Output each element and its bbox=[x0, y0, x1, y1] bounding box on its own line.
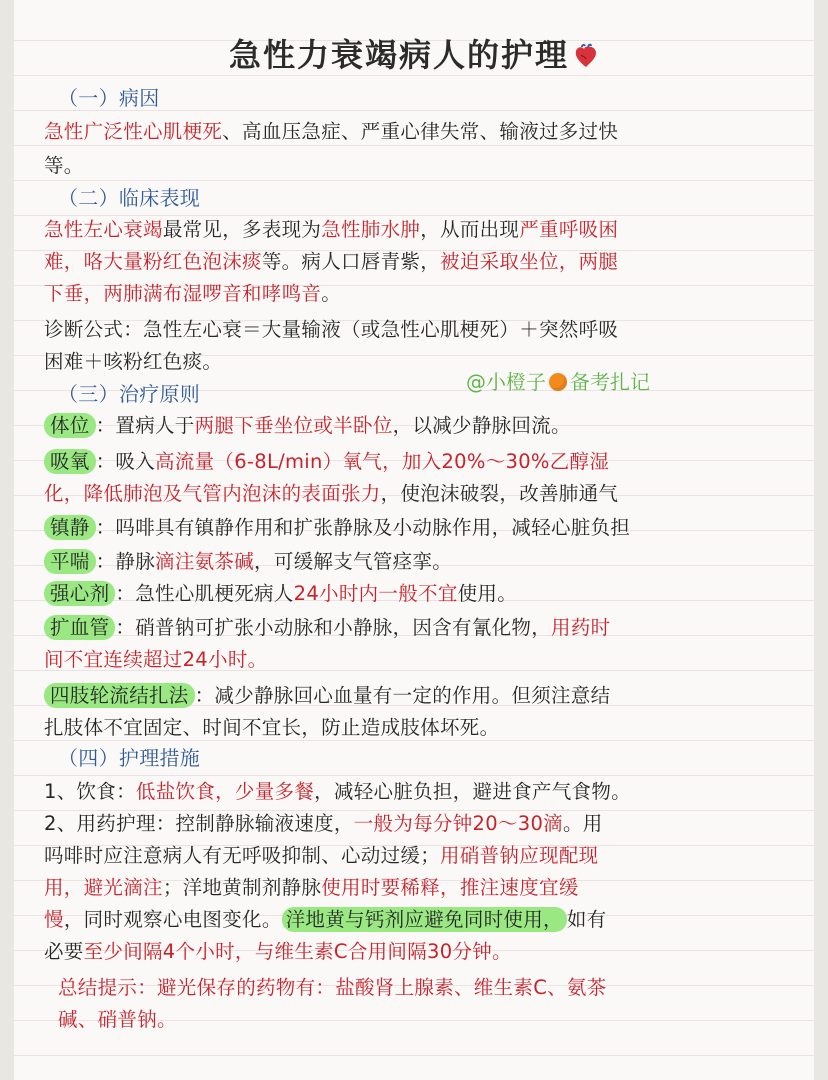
treatment-oxygen-2: 化，降低肺泡及气管内泡沫的表面张力，使泡沫破裂，改善肺通气 bbox=[44, 482, 619, 505]
nursing-drug-2: 吗啡时应注意病人有无呼吸抑制、心动过缓；用硝普钠应现配现 bbox=[44, 844, 599, 867]
tag-tourniquet: 四肢轮流结扎法 bbox=[44, 683, 195, 708]
treatment-oxygen-1: 吸氧 ：吸入高流量（6-8L/min）氧气，加入20%～30%乙醇湿 bbox=[44, 446, 609, 474]
diagnosis-formula-line-2: 困难＋咳粉红色痰。 bbox=[44, 350, 223, 373]
tag-position: 体位 bbox=[44, 413, 96, 438]
nursing-drug-4: 慢，同时观察心电图变化。 洋地黄与钙剂应避免同时使用， 如有 bbox=[44, 908, 607, 931]
tag-cardiotonic: 强心剂 bbox=[44, 581, 115, 606]
diagnosis-formula-line-1: 诊断公式：急性左心衰＝大量输液（或急性心肌梗死）＋突然呼吸 bbox=[44, 318, 619, 341]
cause-line-2: 等。 bbox=[44, 154, 84, 177]
treatment-asthma: 平喘 ：静脉滴注氨茶碱，可缓解支气管痉挛。 bbox=[44, 546, 452, 574]
section-heading-cause: （一）病因 bbox=[58, 86, 160, 110]
nursing-drug-3: 用，避光滴注；洋地黄制剂静脉使用时要稀释，推注速度宜缓 bbox=[44, 876, 579, 899]
treatment-sedation: 镇静 ：吗啡具有镇静作用和扩张静脉及小动脉作用，减轻心脏负担 bbox=[44, 512, 630, 540]
section-heading-clinical: （二）临床表现 bbox=[58, 186, 201, 210]
note-page bbox=[14, 0, 814, 1080]
cause-line-1: 急性广泛性心肌梗死、高血压急症、严重心律失常、输液过多过快 bbox=[44, 120, 619, 143]
author-watermark: @小橙子 备考扎记 bbox=[466, 370, 650, 394]
title-text: 急性力衰竭病人的护理 bbox=[228, 36, 569, 74]
nursing-diet: 1、饮食：低盐饮食，少量多餐，减轻心脏负担，避进食产气食物。 bbox=[44, 780, 631, 803]
treatment-tourniquet-2: 扎肢体不宜固定、时间不宜长，防止造成肢体坏死。 bbox=[44, 716, 500, 739]
treatment-vasodilator-2: 间不宜连续超过24小时。 bbox=[44, 648, 268, 671]
anatomical-heart-icon bbox=[573, 43, 599, 69]
clinical-line-3: 下垂，两肺满布湿啰音和哮鸣音。 bbox=[44, 282, 342, 305]
tag-asthma: 平喘 bbox=[44, 549, 96, 574]
nursing-drug-1: 2、用药护理：控制静脉输液速度，一般为每分钟20～30滴。用 bbox=[44, 812, 603, 835]
page-title bbox=[14, 30, 814, 76]
treatment-tourniquet-1: 四肢轮流结扎法 ：减少静脉回心血量有一定的作用。但须注意结 bbox=[44, 680, 610, 708]
summary-line-2: 碱、硝普钠。 bbox=[58, 1008, 177, 1031]
treatment-cardiotonic: 强心剂 ：急性心肌梗死病人24小时内一般不宜使用。 bbox=[44, 578, 517, 606]
highlight-digitalis-calcium: 洋地黄与钙剂应避免同时使用， bbox=[282, 907, 567, 932]
tag-oxygen: 吸氧 bbox=[44, 449, 96, 474]
treatment-position: 体位 ：置病人于两腿下垂坐位或半卧位，以减少静脉回流。 bbox=[44, 410, 571, 438]
nursing-drug-5: 必要至少间隔4个小时，与维生素C合用间隔30分钟。 bbox=[44, 940, 512, 963]
summary-line-1: 总结提示：避光保存的药物有：盐酸肾上腺素、维生素C、氨茶 bbox=[58, 976, 607, 999]
section-heading-treatment: （三）治疗原则 bbox=[58, 382, 201, 406]
treatment-vasodilator-1: 扩血管 ：硝普钠可扩张小动脉和小静脉，因含有氰化物，用药时 bbox=[44, 612, 610, 640]
orange-icon bbox=[549, 373, 567, 391]
clinical-line-1: 急性左心衰竭最常见，多表现为急性肺水肿，从而出现严重呼吸困 bbox=[44, 218, 619, 241]
section-heading-nursing: （四）护理措施 bbox=[58, 746, 201, 770]
tag-sedation: 镇静 bbox=[44, 515, 96, 540]
tag-vasodilator: 扩血管 bbox=[44, 615, 115, 640]
clinical-line-2: 难，咯大量粉红色泡沫痰等。病人口唇青紫，被迫采取坐位，两腿 bbox=[44, 250, 619, 273]
